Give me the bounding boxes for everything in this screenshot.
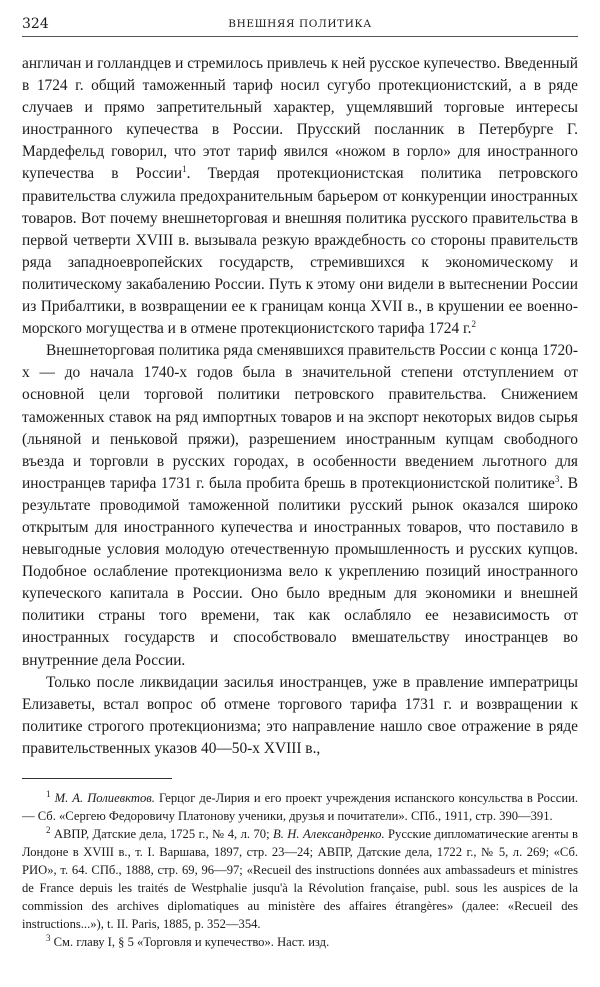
page-header [22,14,578,37]
footnote-author: М. А. Полиевктов. [54,791,155,805]
page-number: 324 [22,16,49,32]
body-text [22,53,578,760]
footnote: $^2$ АВПР, Датские дела, 1725 г., № 4, л. 70; В. Н. Александренко. Русские дипломатические агенты в Лондоне в XVIII в., т. I. Варшава, 1897, стр. 23—24; АВПР, Датские дела, 1722 г., № 5, л. 269; «Сб. РИО», т. 64. СПб., 1888, стр. 69, 96—97; «Recueil des instructions données aux ambassadeurs et ministres de France depuis les traités de Westphalie jusqu'à la Révolution française, publ. sous les auspices de la commission des archives diplomatiques au ministère des affaires étrangères» (далее: «Recueil des instructions...»), t. II. Paris, 1885, p. 352—354. [22,824,578,931]
paragraph: англичан и голландцев и стремилось привлечь к ней русское купечество. Введенный в 1724 г. общий таможенный тариф носил сугубо протекционистский, а в ряде случаев и прямо запретительный характер, ущемлявший торговые интересы иностранного купечества в России. Прусский посланник в Петербурге Г. Мардефельд говорил, что этот тариф явился «ножом в горло» для иностранного купечества в России$^1$. Твердая протекционистская политика петровского правительства служила предохранительным барьером от конкуренции иностранных товаров. Вот почему внешнеторговая и внешняя политика русского правительства в первой четверти XVIII в. вызывала резкую враждебность со стороны правительств ряда западноевропейских государств, стремившихся к экономическому и политическому закабалению России. Путь к этому они видели в вытеснении России из Прибалтики, в возвращении ее к границам конца XVII в., в крушении ее военно-морского могущества и в отмене протекционистского тарифа 1724 г.$^2$ [22,55,578,338]
footnote-ref[interactable]: 2 [471,319,476,329]
footnote-ref[interactable]: 1 [182,164,187,175]
paragraph: Внешнеторговая политика ряда сменявшихся правительств России с конца 1720-х — до начала 1740-х годов была в значительной степени отступлением от основной цели торговой политики петровского правительства. Снижением таможенных ставок на ряд импортных товаров и на экспорт некоторых видов сырья (льняной и пеньковой пряжи), разрешением иностранным купцам свободного въезда и торговли в русских городах, в особенности введением льготного для иностранцев тарифа 1731 г. была пробита брешь в протекционистской политике$^3$. В результате проводимой таможенной политики русский рынок оказался широко открытым для иностранного купечества и иностранных товаров, что поставило в невыгодные условия молодую отечественную промышленность и русских купцов. Подобное ослабление протекционизма вело к укреплению позиций иностранного купеческого капитала в России. Оно было вредным для экономики и внешней политики страны того времени, так как ослабляло ее независимость от иностранных государств и способствовало вмешательству иностранцев во внутренние дела России. [22,342,578,669]
footnote: $^3$ См. главу I, § 5 «Торговля и купечество». Наст. изд. [46,932,330,949]
footnote-ref[interactable]: 3 [554,473,560,484]
document-page [22,14,578,951]
footnote-divider [22,778,172,779]
footnote-author: В. Н. Александренко. [273,827,385,841]
footnotes [22,789,578,951]
paragraph: Только после ликвидации засилья иностранцев, уже в правление императрицы Елизаветы, встал вопрос об отмене торгового тарифа 1731 г. и возвращении к политике строгого протекционизма; это направление нашло свое отражение в ряде правительственных указов 40—50-х XVIII в., [22,673,578,757]
footnote: $^1$ М. А. Полиевктов. Герцог де-Лирия и его проект учреждения испанского консульства в России.— Сб. «Сергею Федоровичу Платонову ученики, друзья и почитатели». СПб., 1911, стр. 390—391. [22,788,578,823]
running-title: ВНЕШНЯЯ ПОЛИТИКА [228,18,372,30]
